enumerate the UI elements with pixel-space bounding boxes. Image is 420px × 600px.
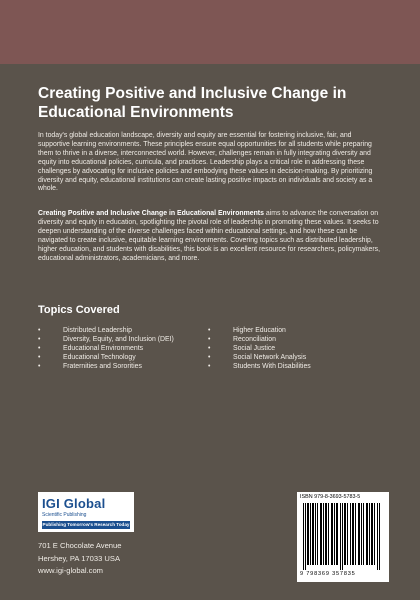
paragraph-2-body: aims to advance the conversation on diversity and equity in education, spotlighting the pivotal role of leadership in promoting these values. It seeks to deepen understanding of the diverse challenges faced within educational settings, and how these can be navigated to create inclusive, equitable learning environments. Covering topics such as distributed leadership, higher education, and students with disabilities, this book is an excellent resource for researchers, policymakers, educational administrators, academicians, and more.	[38, 210, 381, 262]
bullet-icon: •	[38, 345, 41, 353]
bullet-icon: •	[38, 363, 41, 371]
topic-item	[208, 353, 311, 362]
topic-label: Social Justice	[233, 345, 276, 353]
bullet-icon: •	[208, 327, 211, 334]
topic-label: Distributed Leadership	[63, 327, 132, 334]
topic-item	[208, 335, 311, 344]
topic-label: Educational Technology	[63, 354, 136, 362]
bullet-icon: •	[38, 354, 41, 362]
website-link[interactable]: www.igi-global.com	[38, 566, 103, 576]
publisher-logo-text: IGI Global	[42, 496, 106, 511]
bullet-icon: •	[38, 327, 41, 334]
bullet-icon: •	[208, 345, 211, 353]
barcode-box	[297, 492, 389, 582]
topic-item	[38, 362, 174, 371]
address-line-2: Hershey, PA 17033 USA	[38, 553, 121, 563]
description-paragraph-1: In today's global education landscape, diversity and equity are essential for fostering inclusive, fair, and supportive learning environments. These principles ensure equal opportunities for all students while preparing them to thrive in a diverse, interconnected world. However, challenges remain in fully integrating diversity and equity into educational policies, curricula, and practices. Leadership plays a critical role in addressing these challenges by advocating for inclusive policies and embodying these values in decision-making. By prioritizing diversity and equity, educational institutions can create lasting positive impacts on individuals and society as a whole.	[38, 132, 373, 193]
topic-item	[38, 344, 174, 353]
address-line-1: 701 E Chocolate Avenue	[38, 541, 122, 550]
description-paragraph-2	[38, 210, 383, 263]
topic-item	[38, 326, 174, 335]
publisher-logo-subtitle: Scientific Publishing	[42, 512, 87, 518]
publisher-address	[38, 540, 121, 578]
topics-heading: Topics Covered	[38, 304, 120, 316]
publisher-logo-tagline: Publishing Tomorrow's Research Today	[42, 522, 130, 527]
barcode-bars	[303, 503, 383, 570]
bullet-icon: •	[208, 336, 211, 344]
topics-list-right	[208, 326, 311, 371]
topic-label: Social Network Analysis	[233, 354, 307, 362]
top-color-band	[0, 0, 420, 64]
topic-label: Fraternities and Sororities	[63, 363, 142, 371]
topic-item	[38, 353, 174, 362]
topic-item	[208, 326, 311, 335]
topic-label: Educational Environments	[63, 345, 144, 353]
publisher-logo	[38, 492, 134, 532]
bullet-icon: •	[208, 354, 211, 362]
topics-list-left	[38, 326, 174, 371]
bullet-icon: •	[208, 363, 211, 371]
topic-label: Students With Disabilities	[233, 363, 311, 371]
topic-label: Diversity, Equity, and Inclusion (DEI)	[63, 336, 174, 344]
book-title: Creating Positive and Inclusive Change in Educational Environments	[38, 85, 347, 121]
topic-item	[208, 344, 311, 353]
barcode-digits: 9 798369 357835	[300, 571, 356, 577]
topic-label: Reconciliation	[233, 336, 276, 344]
topic-label: Higher Education	[233, 327, 286, 334]
isbn-label: ISBN 979-8-3693-5783-5	[300, 494, 361, 500]
bullet-icon: •	[38, 336, 41, 344]
paragraph-2-bold-title: Creating Positive and Inclusive Change in Educational Environments	[38, 210, 264, 217]
topic-item	[208, 362, 311, 371]
topic-item	[38, 335, 174, 344]
